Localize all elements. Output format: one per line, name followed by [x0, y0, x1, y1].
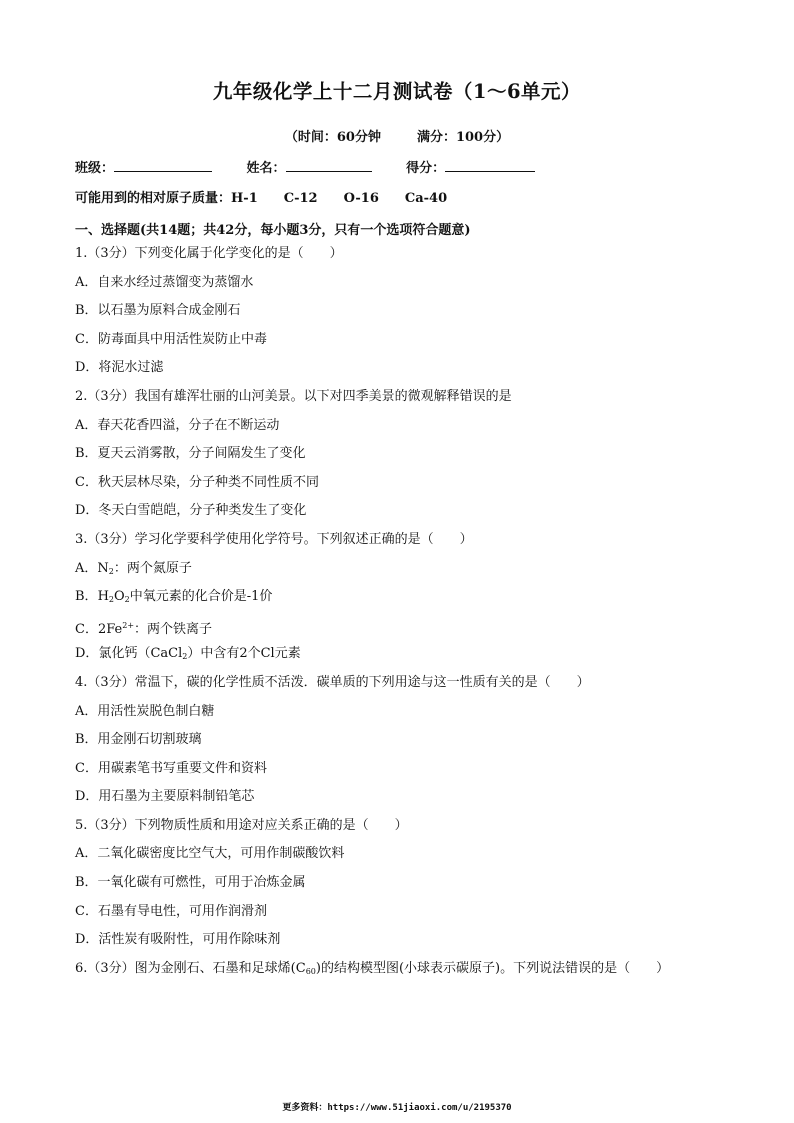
option-a[interactable]: A．二氧化碳密度比空气大，可用作制碳酸饮料 [75, 846, 345, 862]
name-label: 姓名： [246, 161, 286, 176]
option-b[interactable]: B．以石墨为原料合成金刚石 [75, 303, 241, 319]
option-d[interactable]: D．用石墨为主要原料制铅笔芯 [75, 789, 255, 805]
option-letter: B． [75, 589, 98, 605]
score-field [406, 157, 535, 176]
page-title: 九年级化学上十二月测试卷（1～6单元） [212, 80, 582, 103]
mass-ca: Ca-40 [404, 191, 448, 206]
option-text: ）中含有2个Cl元素 [187, 646, 301, 662]
option-c[interactable]: C．防毒面具中用活性炭防止中毒 [75, 331, 267, 347]
question-stem: 5.（3分）下列物质性质和用途对应关系正确的是（ ） [75, 817, 408, 833]
option-a[interactable] [75, 560, 755, 589]
question-stem: 1.（3分）下列变化属于化学变化的是（ ） [75, 246, 343, 261]
mass-c: C-12 [283, 191, 318, 206]
option-text: ：两个氮原子 [113, 560, 192, 576]
option-a[interactable]: A．春天花香四溢，分子在不断运动 [75, 417, 280, 433]
option-d[interactable]: D．冬天白雪皑皑，分子种类发生了变化 [75, 503, 307, 519]
subscript: 2 [108, 566, 114, 576]
option-c[interactable]: C．用碳素笔书写重要文件和资料 [75, 760, 267, 776]
subscript: 2 [124, 595, 130, 605]
score-label: 得分： [406, 161, 446, 176]
option-d[interactable]: D．活性炭有吸附性，可用作除味剂 [75, 932, 281, 948]
question-stem: 4.（3分）常温下，碳的化学性质不活泼．碳单质的下列用途与这一性质有关的是（ ） [75, 674, 590, 690]
mass-o: O-16 [343, 191, 379, 206]
class-blank[interactable] [114, 159, 212, 172]
name-field [247, 157, 372, 176]
option-text: 氯化钙（CaCl [98, 646, 183, 662]
option-letter: C． [75, 621, 98, 637]
atomic-masses [75, 187, 473, 206]
formula: H [97, 589, 109, 605]
option-b[interactable]: B．夏天云消雾散，分子间隔发生了变化 [75, 446, 306, 462]
formula: O [114, 589, 125, 605]
mass-h: H-1 [231, 191, 258, 206]
score-blank[interactable] [445, 159, 535, 172]
exam-meta [0, 126, 794, 145]
option-c[interactable]: C．石墨有导电性，可用作润滑剂 [75, 903, 267, 919]
question-stem: 3.（3分）学习化学要科学使用化学符号。下列叙述正确的是（ ） [75, 531, 473, 547]
option-b[interactable]: B．一氧化碳有可燃性，可用于冶炼金属 [75, 875, 306, 891]
option-b[interactable]: B．用金刚石切割玻璃 [75, 732, 202, 748]
option-letter: A． [75, 560, 98, 576]
question-stem [75, 960, 755, 989]
option-text: 中氧元素的化合价是-1价 [129, 589, 273, 605]
atomic-masses-label: 可能用到的相对原子质量： [75, 191, 232, 206]
class-field [75, 157, 212, 176]
subscript: 2 [108, 595, 114, 605]
subscript: 2 [182, 652, 188, 662]
question-list [75, 245, 755, 988]
stem-text: )的结构模型图(小球表示碳原子)。下列说法错误的是（ ） [315, 960, 670, 976]
option-c[interactable] [75, 617, 755, 646]
formula: N [97, 560, 109, 576]
stem-text: 6.（3分）图为金刚石、石墨和足球烯(C [75, 960, 306, 976]
footer-link[interactable]: 更多资料：https://www.51jiaoxi.com/u/2195370 [282, 1103, 512, 1113]
option-a[interactable]: A．自来水经过蒸馏变为蒸馏水 [75, 274, 254, 290]
subscript: 60 [305, 966, 316, 976]
formula: 2Fe [97, 621, 123, 637]
exam-full-score: 满分：100分） [416, 130, 510, 145]
name-blank[interactable] [286, 159, 372, 172]
section-heading: 一、选择题(共14题；共42分，每小题3分，只有一个选项符合题意) [75, 223, 471, 238]
class-label: 班级： [75, 161, 115, 176]
option-b[interactable] [75, 588, 755, 617]
option-text: ：两个铁离子 [134, 621, 213, 637]
option-a[interactable]: A．用活性炭脱色制白糖 [75, 703, 215, 719]
superscript: 2+ [122, 620, 135, 630]
option-d[interactable]: D．将泥水过滤 [75, 360, 164, 376]
student-info [75, 157, 565, 176]
question-stem: 2.（3分）我国有雄浑壮丽的山河美景。以下对四季美景的微观解释错误的是 [75, 388, 512, 404]
option-d[interactable] [75, 645, 755, 674]
option-letter: D． [75, 646, 99, 662]
option-c[interactable]: C．秋天层林尽染，分子种类不同性质不同 [75, 474, 319, 490]
exam-time: （时间：60分钟 [284, 130, 381, 145]
